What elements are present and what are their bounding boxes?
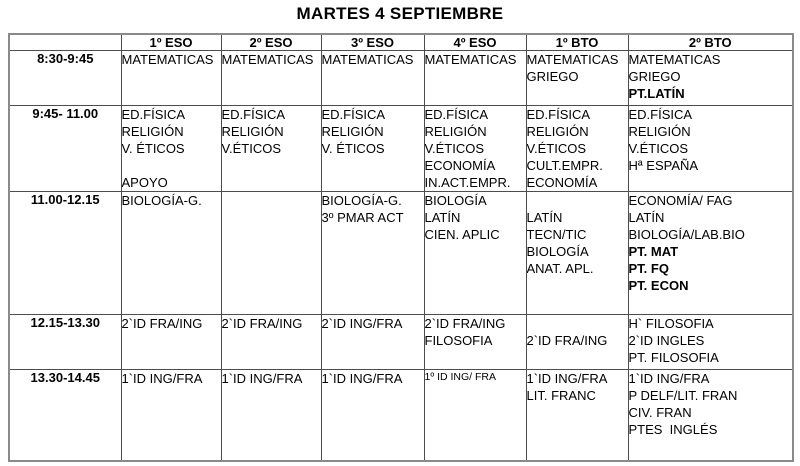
schedule-cell [221, 315, 321, 370]
time-slot-label: 13.30-14.45 [9, 370, 121, 461]
time-slot-label: 9:45- 11.00 [9, 106, 121, 192]
table-row [9, 370, 793, 461]
cell-line: 2`ID FRA/ING [526, 333, 608, 348]
cell-line: BIOLOGÍA/LAB.BIO [628, 227, 745, 242]
cell-line: RELIGIÓN [321, 124, 384, 139]
timetable [8, 33, 794, 462]
cell-line: 1`ID ING/FRA [321, 371, 403, 386]
column-header-3eso: 3º ESO [321, 34, 424, 51]
schedule-cell [121, 106, 221, 192]
schedule-cell [526, 192, 628, 315]
schedule-cell [121, 192, 221, 315]
schedule-cell [424, 106, 526, 192]
cell-line: APOYO [121, 175, 168, 190]
cell-line: PT.LATÍN [628, 86, 685, 101]
header-row [9, 34, 793, 51]
cell-line: CIEN. APLIC [424, 227, 500, 242]
schedule-cell [424, 315, 526, 370]
cell-line: ANAT. APL. [526, 261, 594, 276]
cell-line: V.ÉTICOS [526, 141, 586, 156]
schedule-cell [424, 192, 526, 315]
schedule-cell [424, 370, 526, 461]
cell-line: IN.ACT.EMPR. [424, 175, 511, 190]
cell-line: RELIGIÓN [526, 124, 589, 139]
cell-line: MATEMATICAS [628, 52, 721, 67]
schedule-cell [321, 315, 424, 370]
cell-line: FILOSOFIA [424, 333, 493, 348]
cell-line: ECONOMÍA [526, 175, 598, 190]
cell-line: V. ÉTICOS [121, 141, 185, 156]
cell-line: MATEMATICAS [526, 52, 619, 67]
cell-line: LATÍN [628, 210, 665, 225]
cell-line: PT. FILOSOFIA [628, 350, 719, 365]
cell-line: 1`ID ING/FRA [526, 371, 608, 386]
cell-line: V. ÉTICOS [321, 141, 385, 156]
schedule-cell [221, 51, 321, 106]
schedule-cell [526, 370, 628, 461]
cell-line: MATEMATICAS [321, 52, 414, 67]
cell-line: 2`ID ING/FRA [321, 316, 403, 331]
column-header-2bto: 2º BTO [628, 34, 793, 51]
cell-line: BIOLOGÍA [526, 244, 589, 259]
cell-line: RELIGIÓN [121, 124, 184, 139]
cell-line: V.ÉTICOS [424, 141, 484, 156]
cell-line [527, 315, 628, 332]
cell-line: 1`ID ING/FRA [121, 371, 203, 386]
cell-line: ED.FÍSICA [321, 107, 386, 122]
cell-line: RELIGIÓN [221, 124, 284, 139]
cell-line: TECN/TIC [526, 227, 587, 242]
cell-line: MATEMATICAS [221, 52, 314, 67]
column-header-1eso: 1º ESO [121, 34, 221, 51]
schedule-cell [526, 315, 628, 370]
schedule-cell [628, 192, 793, 315]
column-header-time [9, 34, 121, 51]
cell-line: RELIGIÓN [628, 124, 691, 139]
time-slot-label: 8:30-9:45 [9, 51, 121, 106]
schedule-cell [221, 192, 321, 315]
cell-line: GRIEGO [628, 69, 681, 84]
cell-line [527, 192, 628, 209]
cell-line: 2`ID FRA/ING [121, 316, 203, 331]
schedule-cell [628, 51, 793, 106]
cell-line: Hª ESPAÑA [628, 158, 699, 173]
cell-line: PT. FQ [628, 261, 669, 276]
column-header-1bto: 1º BTO [526, 34, 628, 51]
cell-line: LATÍN [526, 210, 563, 225]
cell-line [122, 157, 221, 174]
cell-line: RELIGIÓN [424, 124, 487, 139]
cell-line: CULT.EMPR. [526, 158, 603, 173]
cell-line: 1`ID ING/FRA [221, 371, 303, 386]
cell-line: ECONOMÍA [424, 158, 496, 173]
cell-line: PT. MAT [628, 244, 679, 259]
schedule-cell [221, 106, 321, 192]
time-slot-label: 12.15-13.30 [9, 315, 121, 370]
cell-line: ECONOMÍA/ FAG [628, 193, 733, 208]
table-row [9, 106, 793, 192]
cell-line: BIOLOGÍA [424, 193, 487, 208]
table-row [9, 192, 793, 315]
cell-line: H` FILOSOFIA [628, 316, 714, 331]
cell-line: MATEMATICAS [121, 52, 214, 67]
cell-line: ED.FÍSICA [221, 107, 286, 122]
cell-line: ED.FÍSICA [121, 107, 186, 122]
schedule-cell [221, 370, 321, 461]
schedule-cell [321, 192, 424, 315]
cell-line: ED.FÍSICA [424, 107, 489, 122]
time-slot-label: 11.00-12.15 [9, 192, 121, 315]
schedule-cell [121, 370, 221, 461]
cell-line: 2`ID INGLES [628, 333, 705, 348]
cell-line: ED.FÍSICA [526, 107, 591, 122]
cell-line: PTES INGLÉS [628, 422, 718, 437]
cell-line: 2`ID FRA/ING [221, 316, 303, 331]
schedule-cell [424, 51, 526, 106]
schedule-cell [121, 51, 221, 106]
cell-line: GRIEGO [526, 69, 579, 84]
column-header-2eso: 2º ESO [221, 34, 321, 51]
schedule-cell [526, 51, 628, 106]
cell-line: BIOLOGÍA-G. [321, 193, 402, 208]
schedule-cell [628, 370, 793, 461]
column-header-4eso: 4º ESO [424, 34, 526, 51]
schedule-cell [321, 370, 424, 461]
cell-line: BIOLOGÍA-G. [121, 193, 202, 208]
cell-line: LIT. FRANC [526, 388, 596, 403]
table-row [9, 315, 793, 370]
schedule-cell [321, 51, 424, 106]
cell-line: MATEMATICAS [424, 52, 517, 67]
schedule-cell [526, 106, 628, 192]
table-row [9, 51, 793, 106]
schedule-cell [321, 106, 424, 192]
schedule-cell [628, 315, 793, 370]
cell-line: 1`ID ING/FRA [628, 371, 710, 386]
cell-line: LATÍN [424, 210, 461, 225]
cell-line: 1º ID ING/ FRA [424, 371, 497, 383]
cell-line: 2`ID FRA/ING [424, 316, 506, 331]
cell-line: CIV. FRAN [628, 405, 692, 420]
cell-line: PT. ECON [628, 278, 689, 293]
cell-line: 3º PMAR ACT [321, 210, 404, 225]
cell-line: V.ÉTICOS [221, 141, 281, 156]
cell-line: V.ÉTICOS [628, 141, 688, 156]
schedule-cell [628, 106, 793, 192]
schedule-cell [121, 315, 221, 370]
page-title: MARTES 4 SEPTIEMBRE [296, 4, 504, 23]
cell-line: P DELF/LIT. FRAN [628, 388, 738, 403]
cell-line: ED.FÍSICA [628, 107, 693, 122]
